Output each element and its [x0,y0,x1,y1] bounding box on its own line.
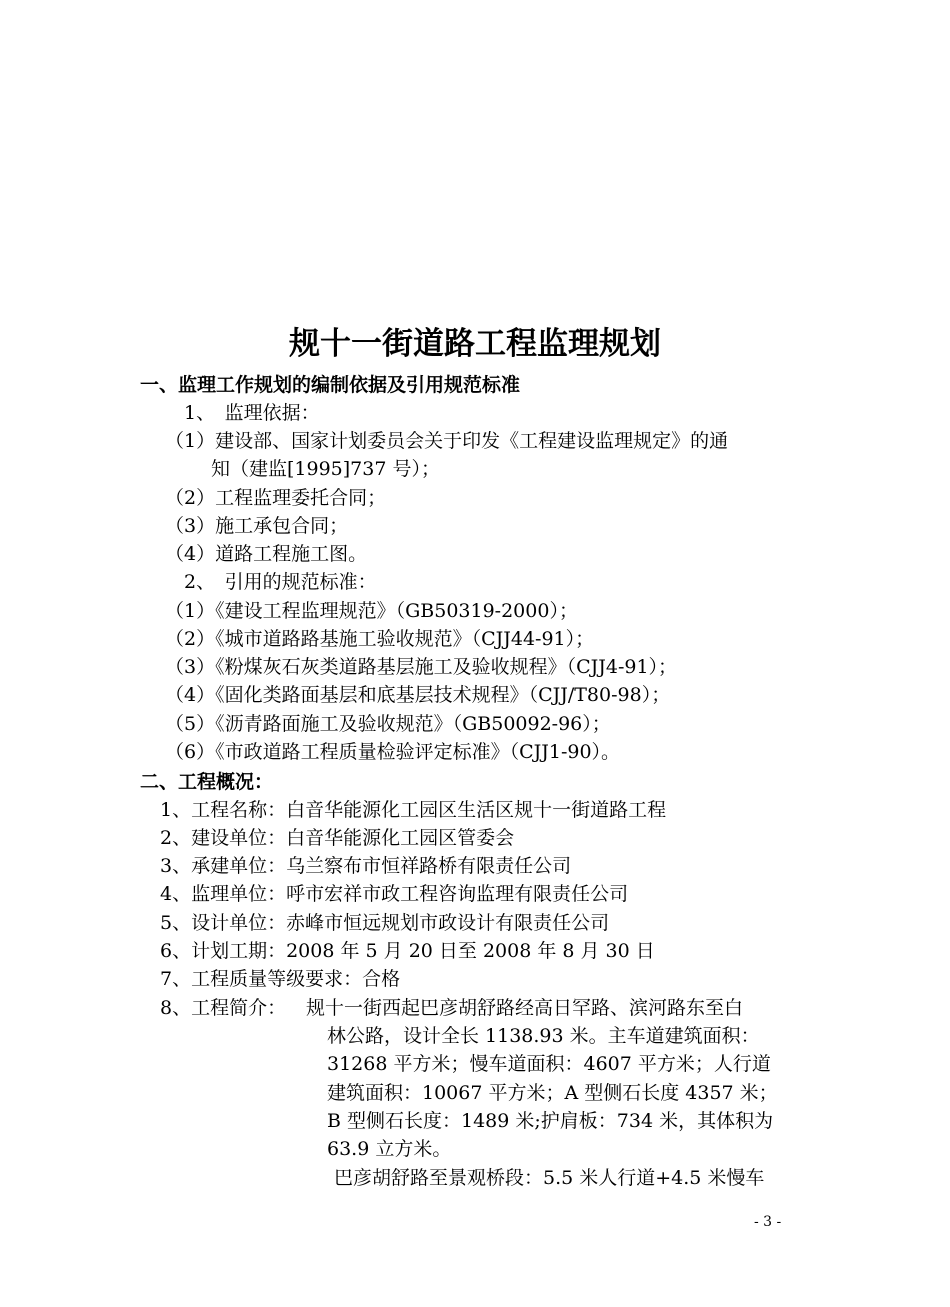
overview-item: 6、计划工期：2008 年 5 月 20 日至 2008 年 8 月 30 日 [160,940,655,962]
intro-line: 巴彦胡舒路至景观桥段：5.5 米人行道+4.5 米慢车 [334,1167,765,1189]
overview-item: 5、设计单位：赤峰市恒远规划市政设计有限责任公司 [160,912,610,934]
basis-item: （1）建设部、国家计划委员会关于印发《工程建设监理规定》的通 [165,430,729,452]
intro-line: B 型侧石长度：1489 米;护肩板：734 米，其体积为 [327,1110,774,1132]
intro-line: 建筑面积：10067 平方米；A 型侧石长度 4357 米； [327,1082,778,1104]
page-number: - 3 - [754,1214,782,1230]
standard-item: （3）《粉煤灰石灰类道路基层施工及验收规程》（CJJ4-91）； [165,656,678,678]
overview-item: 1、工程名称：白音华能源化工园区生活区规十一街道路工程 [160,799,667,821]
basis-item: （3）施工承包合同； [165,515,349,537]
standard-item: （6）《市政道路工程质量检验评定标准》（CJJ1-90）。 [165,741,621,763]
intro-line: 63.9 立方米。 [327,1138,452,1160]
standard-item: （5）《沥青路面施工及验收规范》（GB50092-96）； [165,713,611,735]
overview-item: 7、工程质量等级要求：合格 [160,968,401,990]
overview-item: 4、监理单位：呼市宏祥市政工程咨询监理有限责任公司 [160,883,629,905]
page-title: 规十一街道路工程监理规划 [289,326,661,362]
intro-line: 31268 平方米；慢车道面积：4607 平方米；人行道 [327,1053,771,1075]
basis-label: 1、 监理依据： [184,402,320,424]
intro-line: 林公路，设计全长 1138.93 米。主车道建筑面积： [327,1025,760,1047]
standard-item: （4）《固化类路面基层和底基层技术规程》（CJJ/T80-98）； [165,684,671,706]
section2-heading: 二、工程概况： [140,771,274,793]
section1-heading: 一、监理工作规划的编制依据及引用规范标准 [140,374,521,396]
intro-label: 8、工程简介： [160,997,287,1019]
standard-item: （2）《城市道路路基施工验收规范》（CJJ44-91）； [165,628,595,650]
basis-item: 知（建监[1995]737 号）； [211,458,440,480]
standards-label: 2、 引用的规范标准： [184,571,377,593]
intro-line: 规十一街西起巴彦胡舒路经高日罕路、滨河路东至白 [306,997,744,1019]
basis-item: （4）道路工程施工图。 [165,543,368,565]
basis-item: （2）工程监理委托合同； [165,487,387,509]
standard-item: （1）《建设工程监理规范》（GB50319-2000）； [165,600,578,622]
overview-item: 3、承建单位：乌兰察布市恒祥路桥有限责任公司 [160,855,572,877]
overview-item: 2、建设单位：白音华能源化工园区管委会 [160,827,515,849]
